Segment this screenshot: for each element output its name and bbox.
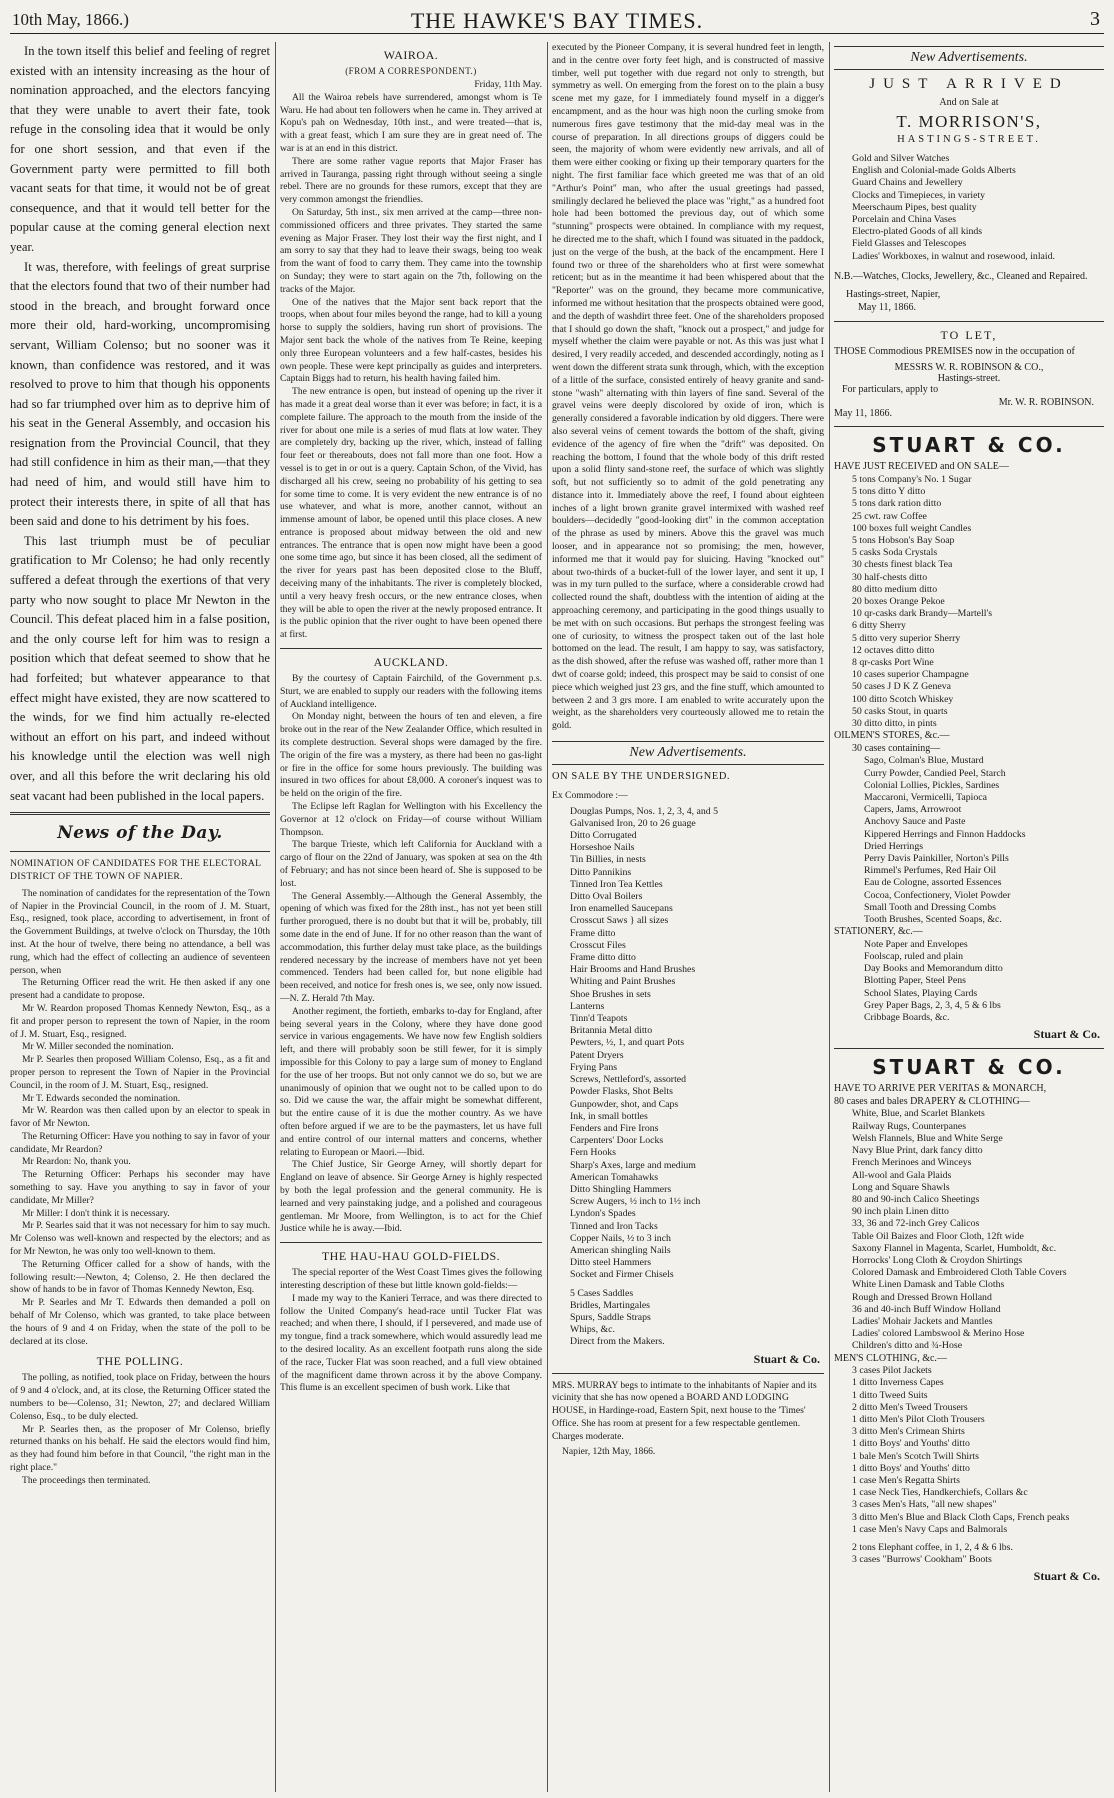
list-item: 5 ditto very superior Sherry <box>852 632 961 644</box>
paragraph: Mr P. Searles then proposed William Colenso, Esq., as a fit and proper person to represent the Town of Napier in the Provincial Council, in the room of J. M. Stuart, Esq., resigned. <box>10 1054 270 1091</box>
section-heading: News of the Day. <box>57 823 223 844</box>
advertisements-heading: New Advertisements. <box>552 741 824 765</box>
list-item: Rough and Dressed Brown Holland <box>852 1291 992 1303</box>
list-item: 80 ditto medium ditto <box>852 583 938 595</box>
category-heading: MEN'S CLOTHING, &c.— <box>834 1352 947 1364</box>
list-item: Iron enamelled Saucepans <box>570 903 673 915</box>
paragraph: One of the natives that the Major sent back report that the troops, when about four miles beyond the range, had to kill a young horse to supply the soldiers, having run short of provisions. The Major sent back the whole of the natives from Te Reine, keeping only three European volunteers and a few half-castes, besides his own people. These were kept principally as guides and interpreters. Captain Biggs had to return, his health having failed him. <box>280 296 542 385</box>
list-item: Tinned and Iron Tacks <box>570 1220 658 1232</box>
advertiser-name: MESSRS W. R. ROBINSON & CO., <box>894 362 1044 374</box>
list-item: Frame ditto ditto <box>570 952 636 964</box>
list-item: Lanterns <box>570 1000 605 1012</box>
list-item: 90 inch plain Linen ditto <box>852 1206 949 1218</box>
ad-signature: Stuart & Co. <box>1033 1569 1100 1584</box>
list-item: American Tomahawks <box>570 1171 659 1183</box>
list-item: Direct from the Makers. <box>570 1336 665 1348</box>
divider <box>834 426 1104 427</box>
ad-heading: JUST ARRIVED <box>869 76 1069 92</box>
paragraph: The proceedings then terminated. <box>22 1474 151 1486</box>
divider <box>280 648 542 649</box>
list-item: 1 ditto Inverness Capes <box>852 1377 944 1389</box>
list-item: Colonial Lollies, Pickles, Sardines <box>864 779 1000 791</box>
list-item: Galvanised Iron, 20 to 26 guage <box>570 817 696 829</box>
paragraph: I made my way to the Kanieri Terrace, and was there directed to follow the United Company's head-race until Tucker Flat was reached; and when there, I should, if I persevered, and made use of my tongue, find a track somewhere, which would assuredly lead me to the desired locality. As an excellent footpath runs along the side of the race, Tucker Flat was soon reached, and a full view obtained of the magnificent dame thrown across it by the above Company. This flume is an excellent specimen of bush work. Like that <box>280 1292 542 1394</box>
list-item: French Merinoes and Winceys <box>852 1157 972 1169</box>
list-item: 10 qr-casks dark Brandy—Martell's <box>852 608 993 620</box>
paragraph: The new entrance is open, but instead of opening up the river it has made it a great deal worse than it ever was before; in fact, it is a complete failure. The approach to the mouth from the inside of the river for about one mile is a series of mud flats at low water. They are completely dry, backing up the river, which, instead of falling four feet or thereabouts, does not fall more than one foot. How a vessel is to get in or out is a query. Captain Schon, of the Vivid, has discharged all his crew, seeing no probability of his getting to sea for some time to come. It is very evident the new entrance is of no use whatever, and what is more, another cannot, without an immense amount of labor, be opened until this place closes. A new entrance is proposed about midway between the old and new entrances. The entrance that is open now might have been a good one some time ago, but since it has been closed, all the sediment of the river for years past has been deposited close to the Bluff, deceiving many of the inhabitants. The river is completely blocked, until a very heavy fresh occurs, or the new entrance closes, when they will be able to open the river at the newly proposed entrance. It is the public opinion that the river ought to have been opened there at first. <box>280 386 542 641</box>
article-title: WAIROA. <box>383 48 439 62</box>
advertisements-heading: New Advertisements. <box>834 46 1104 70</box>
list-item: 30 chests finest black Tea <box>852 559 953 571</box>
list-item: Kippered Herrings and Finnon Haddocks <box>864 828 1026 840</box>
list-item: Tinned Iron Tea Kettles <box>570 878 663 890</box>
list-item: Dried Herrings <box>864 840 924 852</box>
category-lead: 30 cases containing— <box>852 742 941 754</box>
list-item: 100 ditto Scotch Whiskey <box>852 693 954 705</box>
editorial-text <box>10 42 270 806</box>
paragraph: The Returning Officer: Perhaps his seconder may have something to say. Have you anything to say in favor of your candidate, Mr Miller? <box>10 1169 270 1206</box>
list-item: Ink, in small bottles <box>570 1110 648 1122</box>
dateline: Friday, 11th May. <box>474 79 542 90</box>
list-item: 30 ditto ditto, in pints <box>852 718 937 730</box>
list-item: 1 ditto Boys' and Youths' ditto <box>852 1462 970 1474</box>
list-item: Ditto Corrugated <box>570 830 637 842</box>
article-subtitle: (FROM A CORRESPONDENT.) <box>345 66 477 76</box>
list-item: Sago, Colman's Blue, Mustard <box>864 755 984 767</box>
stationery-items-list <box>834 939 1104 1024</box>
list-item: 5 tons Hobson's Bay Soap <box>852 535 955 546</box>
list-item: Frying Pans <box>570 1061 618 1073</box>
paragraph: Mr P. Searles and Mr T. Edwards then demanded a poll on behalf of Mr Colenso, which was granted, to take place between the hours of 9 and 4 on Friday, when the state of the poll to be declared at its close. <box>10 1297 270 1347</box>
paragraph: executed by the Pioneer Company, it is several hundred feet in length, and in the centre over forty feet high, and is constructed of massive timber, well put together with due regard not only to strength, but symmetry as well. On emerging from the forest on to the plain a busy scene met my gaze, for I immediately found myself in a digger's encampment, and as the hour was high noon the curling smoke from numerous fires gave testimony that the mid-day meal was in the course of preparation. In all directions groups of diggers could be seen, the majority of whom were evidently new arrivals, and all of them were either cooking or fixing up their temporary quarters for the night. The first familiar face which greeted me was that of an old "Arthur's Point" man, who after the usual greetings had passed, smilingly declared he believed the place was "right," as a hundred foot hole had been bottomed the previous day, out of which some "stunning" prospects were obtained. In compliance with my request, he directed me to the shaft, which I found was situated in the paddock, just on the verge of the bush, at the back of the encampment. Here I found two or three of the shareholders who at first were somewhat reticent; but as in the meantime it had been whispered about that the "Reporter" was on the ground, they became more communicative, informed me without hesitation that the prospects obtained were good, and the depth of washdirt three feet. One of the shareholders proposed that I should go down the shaft, "knock out a prospect," and judge for myself whether the claim were payable or not. As this was just what I desired, I very readily acceded, and descended accordingly, noting as I went down the different strata sunk through, which, with the exception of a little of the surface, consisted entirely of heavy granite and sand-stone "wash" alternating with thin layers of fine sand. Several of the gravel veins were deeply discolored by oxide of iron, which is generally considered a favorable indication by old diggers. There were also several veins of cement towards the bottom of the shaft, giving evidence of the agency of fire when the "drift" was deposited. On reaching the bottom, I found that the whole body of this drift rested upon a solid flinty sand-stone reef, the surface of which was slightly soft, but not sufficiently so to admit of the gold penetrating any distance into it. Immediately above the reef, I found about eighteen inches of a light brown granite gravel intermixed with washed reef boulders—decidedly "good-looking dirt" in the common acceptation of the phrase as used by miners. Above this the gravel was much looser, and in appearance not so promising; the men, however, informed me that it would pay for sluicing. Having "knocked out" about two-thirds of a bucket-full of the lower layer, and sent it up, I was in my turn pulled to the surface, where a considerable crowd had collected round the shaft, doubtless with the intention of aiding at the approaching ceremony, and participating in the good things usually to be met with on such occasions. But perhaps the strongest feeling was one of curiosity, to witness the prospect taken out of the last hole bottomed on the lead. The result, I am happy to say, was satisfactory, as the dish showed, after the refuse was washed off, rather more than 1 dwt of coarse gold; indeed, this prospect may be said to consist of one piece which weighed just 23 grs, and the fine stuff, which amounted to between 2 and 3 grs more. I am enabled to write accurately upon the weight, as the shareholders very courteously allowed me to retain the gold. <box>552 42 824 732</box>
list-item: Lyndon's Spades <box>570 1208 636 1220</box>
column-4 <box>834 42 1104 1792</box>
list-item: Note Paper and Envelopes <box>864 938 968 950</box>
paragraph: Mr P. Searles then, as the proposer of Mr Colenso, briefly returned thanks on his behalf. He said the electors would find him, as they had found him before in that Council, "the right man in the right place." <box>10 1423 270 1474</box>
list-item: Screws, Nettleford's, assorted <box>570 1074 687 1086</box>
ad-intro: HAVE TO ARRIVE PER VERITAS & MONARCH, <box>834 1083 1047 1095</box>
list-item: 50 casks Stout, in quarts <box>852 705 948 717</box>
list-item: Blotting Paper, Steel Pens <box>864 975 966 987</box>
list-item: School Slates, Playing Cards <box>864 987 978 999</box>
list-item: Day Books and Memorandum ditto <box>864 963 1003 975</box>
issue-date: 10th May, 1866.) <box>12 10 129 29</box>
list-item: Small Tooth and Dressing Combs <box>864 901 996 913</box>
ad-date: May 11, 1866. <box>858 302 916 314</box>
list-item: Crosscut Files <box>570 939 626 951</box>
murray-advertisement: MRS. MURRAY begs to intimate to the inhabitants of Napier and its vicinity that she has now opened a BOARD AND LODGING HOUSE, in Hardinge-road, Eastern Spit, next house to the 'Times' Office. She has room at present for a few respectable gentlemen. Charges moderate. <box>552 1379 817 1442</box>
list-item: 6 ditty Sherry <box>852 620 906 632</box>
advertiser-street: Hastings-street. <box>937 373 1001 385</box>
category-heading: STATIONERY, &c.— <box>834 926 923 938</box>
paragraph: Mr W. Miller seconded the nomination. <box>22 1041 174 1053</box>
category-heading: OILMEN'S STORES, &c.— <box>834 730 950 742</box>
list-item: Horseshoe Nails <box>570 842 635 854</box>
masthead <box>10 6 1104 34</box>
column-1 <box>10 42 270 1792</box>
list-item: Patent Dryers <box>570 1049 624 1061</box>
ad-subheading: And on Sale at <box>939 97 999 108</box>
ad-intro: HAVE JUST RECEIVED and ON SALE— <box>834 461 1009 473</box>
list-item: Bridles, Martingales <box>570 1299 650 1311</box>
list-item: Sharp's Axes, large and medium <box>570 1159 696 1171</box>
paragraph: Mr T. Edwards seconded the nomination. <box>22 1092 181 1104</box>
list-item: Eau de Cologne, assorted Essences <box>864 877 1002 889</box>
list-item: Colored Damask and Embroidered Cloth Table Covers <box>852 1267 1067 1279</box>
list-item: 20 boxes Orange Pekoe <box>852 596 945 608</box>
list-item: 5 tons dark ration ditto <box>852 498 942 510</box>
paragraph: On Saturday, 5th inst., six men arrived at the camp—three non-commissioned officers and three privates. They started the same evening as Major Fraser. They lost their way the first night, and I am sorry to say that they had to leave their swags, being too weak from the want of food to carry them. They came into the township on Sunday; they were to start again on the 7th, following on the tracks of the Major. <box>280 206 542 295</box>
list-item: Tin Billies, in nests <box>570 854 646 866</box>
list-item: Socket and Firmer Chisels <box>570 1269 674 1281</box>
paragraph: The Eclipse left Raglan for Wellington with his Excellency the Governor at 12 o'clock on Friday—of course without William Thompson. <box>280 801 542 838</box>
list-item: Field Glasses and Telescopes <box>852 238 967 250</box>
list-item: 25 cwt. raw Coffee <box>852 510 927 522</box>
list-item: 1 case Men's Navy Caps and Balmorals <box>852 1523 1008 1535</box>
paragraph: Another regiment, the fortieth, embarks to-day for England, after being several years in the Colony, where they have done good service in various engagements. We have now few English soldiers left, and there will probably soon be still fewer, for it is simply impossible for this Colony to pay a large sum of money to England for the use of her troops. But not only cannot we do so, but we are unanimously of opinion that we ought not to be called upon to do so. Did we cause the war, the affair might be somewhat different, but the entire cause of it is due the mother country. As we have often before argued if we are to be the paymasters, let us have full and entire control of our internal matters and concerns, whether relating to European or Maori.—Ibid. <box>280 1005 542 1158</box>
divider <box>552 1373 824 1374</box>
paragraph: In the town itself this belief and feeling of regret existed with an intensity increasing as the hour of nomination approached, and the electors fancying that they were unable to avert their fate, took refuge in the consoling idea that it would be only for one short session, and that even if the Government party were permitted to fill both vacant seats for that time, it would not be of great consequence, and that it would tell better for the popular cause at the coming general election next year. <box>10 44 270 254</box>
divider <box>10 851 270 852</box>
paragraph: Mr P. Searles said that it was not necessary for him to say much. Mr Colenso was well-known and respected by the electors; and as for Mr Newton, he was only too well-known to them. <box>10 1220 270 1258</box>
list-item: Perry Davis Painkiller, Norton's Pills <box>864 853 1009 865</box>
contact-person: Mr. W. R. ROBINSON. <box>998 396 1094 408</box>
paragraph: All the Wairoa rebels have surrendered, amongst whom is Te Waru. He had about ten followers when he came in. They arrived at Kopu's pah on Wednesday, 10th inst., and were treated—that is, with a great feast, which I am sure they are in great need of. The war is at an end in this district. <box>280 91 542 154</box>
paragraph: The nomination of candidates for the representation of the Town of Napier in the Provincial Council, in the room of J. M. Stuart, Esq., resigned, took place, according to advertisement, in front of the Government Buildings, at twelve o'clock on Thursday, the 10th inst. At the hour of twelve, there being no attendance, a bell was rung, which had the effect of collecting an audience of seventeen person, when <box>10 887 270 976</box>
paragraph: Mr W. Reardon proposed Thomas Kennedy Newton, Esq., as a fit and proper person to represent the town of Napier, in the room of J. M. Stuart, Esq., resigned. <box>10 1002 270 1040</box>
extra-items-list <box>834 1542 1104 1566</box>
article-title: AUCKLAND. <box>373 655 449 670</box>
advertiser-street: HASTINGS-STREET. <box>897 134 1041 145</box>
list-item: 2 ditto Men's Tweed Trousers <box>852 1401 968 1413</box>
list-item: Foolscap, ruled and plain <box>864 951 964 963</box>
paragraph: It was, therefore, with feelings of great surprise that the electors found that two of their number had stood in the breach, and brought forward once more their old, hard-working, uncompromising servant, William Colenso; but no sooner was it known, than confidence was restored, and it was resolved to prove to him that though his opponents had so far triumphed over him as to deprive him of his seat in the General Assembly, and occasion his resignation from the Provincial Council, that they had still confidence in him as their man,—that they had need of him, and would still have him to protect their interests there, in spite of all that has been said and done to his detriment by his foes. <box>10 259 270 529</box>
ad-signature: Stuart & Co. <box>753 1351 820 1366</box>
list-item: Gold and Silver Watches <box>852 153 950 164</box>
divider <box>10 812 270 815</box>
divider <box>834 1048 1104 1049</box>
list-item: 30 half-chests ditto <box>852 571 928 583</box>
list-item: Tinn'd Teapots <box>570 1013 628 1025</box>
list-item: 10 cases superior Champagne <box>852 669 969 681</box>
list-item: Pewters, ½, 1, and quart Pots <box>570 1037 685 1049</box>
column-3 <box>552 42 824 1792</box>
list-item: 3 ditto Men's Crimean Shirts <box>852 1426 965 1438</box>
paragraph: The polling, as notified, took place on Friday, between the hours of 9 and 4 o'clock, and, at its close, the Returning Officer stated the numbers to be—Colenso, 31; Newton, 27; and declared William Colenso, Esq., to be duly elected. <box>10 1372 270 1422</box>
stuart-heading: STUART & CO. <box>872 433 1066 458</box>
paragraph: The Returning Officer read the writ. He then asked if any one present had a candidate to propose. <box>10 977 270 1002</box>
advertiser-name: T. MORRISON'S, <box>896 112 1042 131</box>
morrison-items-list <box>834 153 1104 263</box>
list-item: Cribbage Boards, &c. <box>864 1012 950 1024</box>
list-item: Ladies' colored Lambswool & Merino Hose <box>852 1328 1025 1340</box>
list-item: Maccaroni, Vermicelli, Tapioca <box>864 792 987 804</box>
paragraph: This last triumph must be of peculiar gratification to Mr Colenso; he had only recently suffered a defeat through the exertions of that very party who now sought to place Mr Newton in the Council. This defeat placed him in a false position, and the only course left for him was to resign a position which that defeat seemed to show that he had forfeited; but whatever appearance to that effect might have existed, they are now scattered to the winds, for we find him actually re-elected without an effort on his part, and indeed without his knowledge until the election was well nigh over, and all this before the writ declaring his old seat vacant had been published in the local papers. <box>10 533 270 803</box>
list-item: Long and Square Shawls <box>852 1181 950 1193</box>
list-item: 33, 36 and 72-inch Grey Calicos <box>852 1218 980 1230</box>
list-item: 1 ditto Men's Pilot Cloth Trousers <box>852 1413 985 1425</box>
list-item: Porcelain and China Vases <box>852 214 957 226</box>
list-item: Ladies' Workboxes, in walnut and rosewood, inlaid. <box>852 250 1055 262</box>
list-item: Electro-plated Goods of all kinds <box>852 226 983 238</box>
list-item: 100 boxes full weight Candles <box>852 522 972 534</box>
list-item: All-wool and Gala Plaids <box>852 1169 952 1181</box>
list-item: Ditto Oval Boilers <box>570 891 643 903</box>
ad-date: May 11, 1866. <box>834 407 892 419</box>
paragraph: The Returning Officer called for a show of hands, with the following result:—Newton, 4; Colenso, 2. He then declared the show of hands to be in favor of Thomas Kennedy Newton, Esq. <box>10 1258 270 1296</box>
list-item: American shingling Nails <box>570 1244 671 1256</box>
list-item: Screw Augers, ½ inch to 1½ inch <box>570 1196 701 1208</box>
list-item: 2 tons Elephant coffee, in 1, 2, 4 & 6 lbs. <box>852 1541 1013 1553</box>
list-item: Ditto Pannikins <box>570 866 632 878</box>
list-item: 3 ditto Men's Blue and Black Cloth Caps, French peaks <box>852 1511 1070 1523</box>
list-item: Cocoa, Confectionery, Violet Powder <box>864 889 1011 901</box>
column-2 <box>280 42 542 1792</box>
category-lead: 80 cases and bales DRAPERY & CLOTHING— <box>834 1095 1030 1107</box>
ad-body: THOSE Commodious PREMISES now in the occupation of <box>834 345 1075 357</box>
list-item: 12 octaves ditto ditto <box>852 644 935 656</box>
list-item: Carpenters' Door Locks <box>570 1135 664 1147</box>
list-item: Britannia Metal ditto <box>570 1025 653 1037</box>
oilmen-items-list <box>834 755 1104 926</box>
list-item: Crosscut Saws } all sizes <box>570 915 669 927</box>
list-item: Ditto Shingling Hammers <box>570 1183 672 1195</box>
list-item: 3 cases Men's Hats, "all new shapes" <box>852 1499 997 1511</box>
list-item: 1 ditto Tweed Suits <box>852 1389 928 1401</box>
paragraph: The barque Trieste, which left California for Auckland with a cargo of flour on the 22nd of January, was spoken at sea on the 4th of February; and has not since been heard of. She is supposed to be lost. <box>280 839 542 889</box>
paragraph: Mr Miller: I don't think it is necessary. <box>22 1207 170 1219</box>
list-item: Saxony Flannel in Magenta, Scarlet, Humboldt, &c. <box>852 1242 1057 1254</box>
list-item: 5 tons ditto Y ditto <box>852 486 926 498</box>
column-rule <box>275 42 276 1792</box>
ad-signature: Stuart & Co. <box>1033 1027 1100 1042</box>
list-item: Rimmel's Perfumes, Red Hair Oil <box>864 865 997 877</box>
list-item: Fenders and Fire Irons <box>570 1122 659 1134</box>
list-item: Shoe Brushes in sets <box>570 988 651 1000</box>
ad-heading: TO LET, <box>940 327 998 342</box>
list-item: Horrocks' Long Cloth & Croydon Shirtings <box>852 1254 1023 1266</box>
nomination-article <box>10 858 270 1487</box>
ad-subheading: Ex Commodore :— <box>552 789 628 801</box>
list-item: 3 cases Pilot Jackets <box>852 1365 932 1377</box>
list-item: Ladies' Mohair Jackets and Mantles <box>852 1315 993 1327</box>
list-item: Navy Blue Print, dark fancy ditto <box>852 1145 983 1157</box>
list-item: 1 case Neck Ties, Handkerchiefs, Collars &c <box>852 1487 1028 1499</box>
mens-items-list <box>834 1365 1104 1536</box>
paragraph: By the courtesy of Captain Fairchild, of the Government p.s. Sturt, we are enabled to supply our readers with the following items of Auckland intelligence. <box>280 673 542 710</box>
paragraph: The Returning Officer: Have you nothing to say in favor of your candidate, Mr Reardon? <box>10 1130 270 1155</box>
column-rule <box>829 42 830 1792</box>
list-item: White Linen Damask and Table Cloths <box>852 1279 1005 1291</box>
ad-body: For particulars, apply to <box>842 384 939 396</box>
list-item: English and Colonial-made Golds Alberts <box>852 165 1016 177</box>
list-item: Whips, &c. <box>570 1324 615 1336</box>
list-item: Clocks and Timepieces, in variety <box>852 189 986 201</box>
drapery-items-list <box>834 1108 1104 1352</box>
list-item: 80 and 90-inch Calico Sheetings <box>852 1193 980 1205</box>
paragraph: Mr W. Reardon was then called upon by an elector to speak in favor of Mr Newton. <box>10 1105 270 1130</box>
list-item: Hair Brooms and Hand Brushes <box>570 964 696 976</box>
paragraph: Mr Reardon: No, thank you. <box>22 1156 131 1168</box>
ad-place: Hastings-street, Napier, <box>846 289 941 301</box>
list-item: Powder Flasks, Shot Belts <box>570 1086 673 1098</box>
list-item: Guard Chains and Jewellery <box>852 177 963 189</box>
list-item: Whiting and Paint Brushes <box>570 976 676 988</box>
list-item: Welsh Flannels, Blue and White Serge <box>852 1132 1003 1144</box>
page-number: 3 <box>1090 8 1100 30</box>
ad-heading: ON SALE BY THE UNDERSIGNED. <box>552 771 731 783</box>
article-title: THE HAU-HAU GOLD-FIELDS. <box>321 1249 501 1264</box>
newspaper-title: THE HAWKE'S BAY TIMES. <box>410 8 704 33</box>
list-item: Gunpowder, shot, and Caps <box>570 1098 679 1110</box>
saddles-list <box>552 1288 824 1349</box>
list-item: Douglas Pumps, Nos. 1, 2, 3, 4, and 5 <box>570 805 719 817</box>
article-title: NOMINATION OF CANDIDATES FOR THE ELECTORAL DISTRICT OF THE TOWN OF NAPIER. <box>10 858 261 882</box>
list-item: 1 case Men's Regatta Shirts <box>852 1474 960 1486</box>
list-item: 36 and 40-inch Buff Window Holland <box>852 1303 1001 1315</box>
paragraph: The General Assembly.—Although the General Assembly, the opening of which was fixed for the 28th inst., has not yet been still further prorogued, there is no doubt but that it will be, probably, till some date in the end of June. If for no other reason than the want of accommodation, this further delay must take place, as the buildings rendered necessary by the increase of members have not yet been commenced. Tenders had been called for, but none eligible had been received, and notice for fresh ones is, we see, only now issued.—N. Z. Herald 7th May. <box>280 890 542 1004</box>
ad-note: N.B.—Watches, Clocks, Jewellery, &c., Cleaned and Repaired. <box>834 270 1088 282</box>
list-item: Meerschaum Pipes, best quality <box>852 201 977 213</box>
list-item: 1 bale Men's Scotch Twill Shirts <box>852 1450 979 1462</box>
list-item: 50 cases J D K Z Geneva <box>852 681 952 693</box>
ad-date: Napier, 12th May, 1866. <box>562 1445 656 1457</box>
list-item: Copper Nails, ½ to 3 inch <box>570 1232 671 1244</box>
stuart-items-list <box>834 474 1104 730</box>
paragraph: The Chief Justice, Sir George Arney, will shortly depart for England on leave of absence. Sir George Arney is highly respected by both the legal profession and the general community. He is learned and very painstaking judge, and a polished and courageous gentleman. Mr Moore, from Wellington, is to act for the Chief Justice while he is away.—Ibid. <box>280 1159 542 1235</box>
list-item: 3 cases "Burrows' Cookham" Boots <box>852 1554 992 1566</box>
list-item: Anchovy Sauce and Paste <box>864 816 966 828</box>
list-item: White, Blue, and Scarlet Blankets <box>852 1108 985 1120</box>
paragraph: There are some rather vague reports that Major Fraser has arrived in Tauranga, passing right through without seeing a single rebel. There are no grounds for these rumors, except that they are very common amongst the friendlies. <box>280 155 542 206</box>
article-title: THE POLLING. <box>96 1354 184 1369</box>
divider <box>834 321 1104 322</box>
list-item: Children's ditto and ¾-Hose <box>852 1340 963 1352</box>
paragraph: The special reporter of the West Coast Times gives the following interesting description of these but little known gold-fields:— <box>280 1267 542 1291</box>
list-item: Curry Powder, Candied Peel, Starch <box>864 767 1006 779</box>
list-item: Railway Rugs, Counterpanes <box>852 1120 967 1132</box>
stuart-heading: STUART & CO. <box>872 1055 1066 1080</box>
list-item: Table Oil Baizes and Floor Cloth, 12ft wide <box>852 1230 1024 1242</box>
column-rule <box>547 42 548 1792</box>
list-item: Spurs, Saddle Straps <box>570 1311 651 1323</box>
list-item: Fern Hooks <box>570 1147 616 1159</box>
list-item: Frame ditto <box>570 927 616 939</box>
list-item: 5 casks Soda Crystals <box>852 547 938 559</box>
list-item: Ditto steel Hammers <box>570 1257 652 1269</box>
list-item: 1 ditto Boys' and Youths' ditto <box>852 1438 970 1450</box>
list-item: Tooth Brushes, Scented Soaps, &c. <box>864 914 1002 926</box>
sale-items-list <box>552 806 824 1282</box>
list-item: 5 Cases Saddles <box>570 1287 634 1299</box>
list-item: Capers, Jams, Arrowroot <box>864 804 962 816</box>
list-item: 8 qr-casks Port Wine <box>852 657 934 669</box>
list-item: 5 tons Company's No. 1 Sugar <box>852 473 972 485</box>
paragraph: On Monday night, between the hours of ten and eleven, a fire broke out in the rear of the New Zealander Office, which resulted in its complete destruction. Several shops were damaged by the fire. The origin of the fire was a mystery, as there had been no gas-light or fire in the office for some hours previously. The building was insured in two offices for about £8,000. A coroner's inquest was to be held on the origin of the fire. <box>280 711 542 800</box>
list-item: Grey Paper Bags, 2, 3, 4, 5 & 6 lbs <box>864 999 1001 1011</box>
divider <box>280 1242 542 1243</box>
